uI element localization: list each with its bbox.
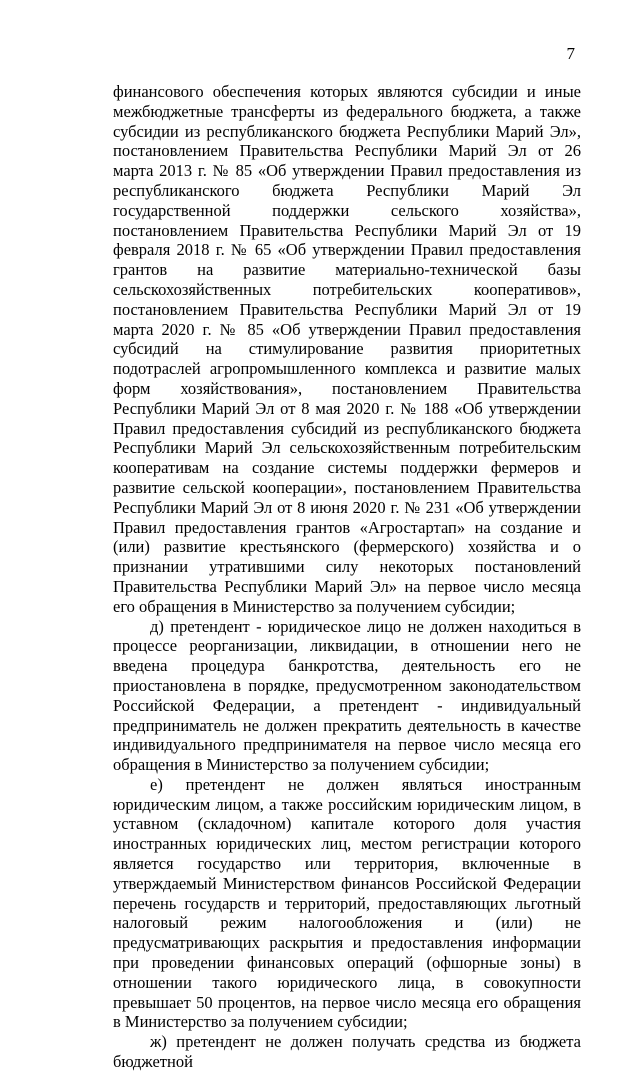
paragraph-item-e: е) претендент не должен являться иностранным юридическим лицом, а также российским юридическим лицом, в уставном (складочном) капитале которого доля участия иностранных юридических лиц, местом регистрации которого является государство или территория, включенные в утверждаемый Министерством финансов Российской Федерации перечень государств и территорий, предоставляющих льготный налоговый режим налогообложения и (или) не предусматривающих раскрытия и предоставления информации при проведении финансовых операций (офшорные зоны) в отношении такого юридического лица, в совокупности превышает 50 процентов, на первое число месяца его обращения в Министерство за получением субсидии; bbox=[113, 774, 581, 1032]
paragraph-item-zh: ж) претендент не должен получать средства из бюджета бюджетной bbox=[113, 1032, 581, 1072]
paragraph-continuation: финансового обеспечения которых являются субсидии и иные межбюджетные трансферты из федерального бюджета, а также субсидии из республиканского бюджета Республики Марий Эл», постановлением Правительства Республики Марий Эл от 26 марта 2013 г. № 85 «Об утверждении Правил предоставления из республиканского бюджета Республики Марий Эл государственной поддержки сельского хозяйства», постановлением Правительства Республики Марий Эл от 19 февраля 2018 г. № 65 «Об утверждении Правил предоставления грантов на развитие материально-технической базы сельскохозяйственных потребительских кооперативов», постановлением Правительства Республики Марий Эл от 19 марта 2020 г. № 85 «Об утверждении Правил предоставления субсидий на стимулирование развития приоритетных подотраслей агропромышленного комплекса и развитие малых форм хозяйствования», постановлением Правительства Республики Марий Эл от 8 мая 2020 г. № 188 «Об утверждении Правил предоставления субсидий из республиканского бюджета Республики Марий Эл сельскохозяйственным потребительским кооперативам на создание системы поддержки фермеров и развитие сельской кооперации», постановлением Правительства Республики Марий Эл от 8 июня 2020 г. № 231 «Об утверждении Правил предоставления грантов «Агростартап» на создание и (или) развитие крестьянского (фермерского) хозяйства и о признании утратившими силу некоторых постановлений Правительства Республики Марий Эл» на первое число месяца его обращения в Министерство за получением субсидии; bbox=[113, 82, 581, 616]
page-number: 7 bbox=[566, 44, 575, 63]
document-body bbox=[113, 82, 581, 1072]
paragraph-item-d: д) претендент - юридическое лицо не должен находиться в процессе реорганизации, ликвидации, в отношении него не введена процедура банкротства, деятельность его не приостановлена в порядке, предусмотренном законодательством Российской Федерации, а претендент - индивидуальный предприниматель не должен прекратить деятельность в качестве индивидуального предпринимателя на первое число месяца его обращения в Министерство за получением субсидии; bbox=[113, 616, 581, 775]
